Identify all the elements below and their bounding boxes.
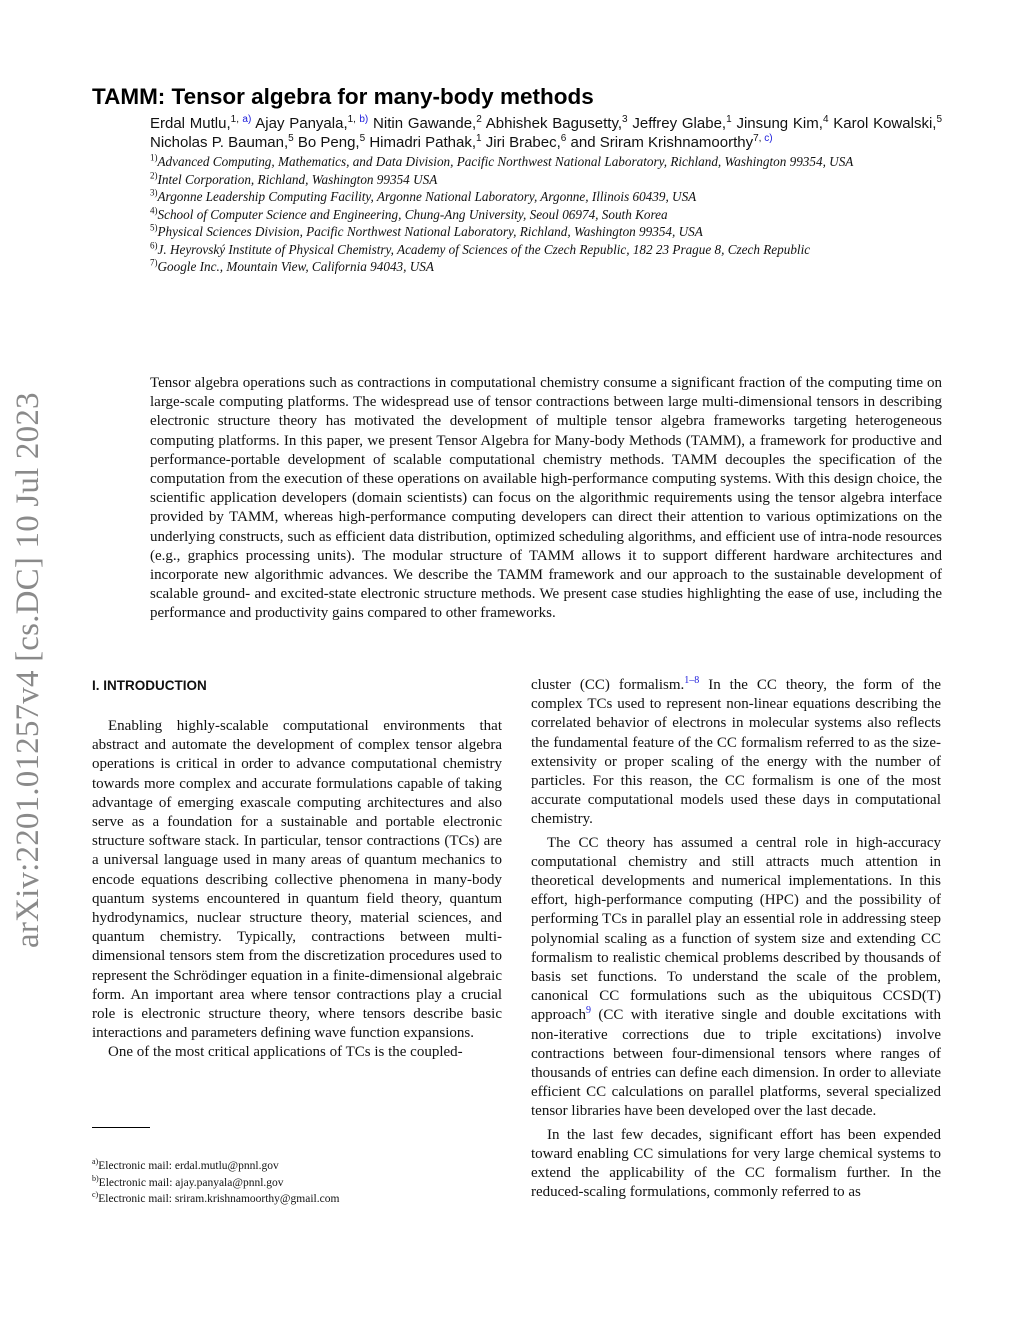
affiliation-superscript: 5 (936, 114, 943, 125)
affiliation-superscript: 4 (822, 114, 829, 125)
body-paragraph: One of the most critical applications of TCs is the coupled- (108, 1044, 463, 1061)
affiliation: $^{5)}$Physical Sciences Division, Pacific Northwest National Laboratory, Richland, Washington 99354, USA (150, 222, 703, 239)
footnote: $^{b)}$Electronic mail: ajay.panyala@pnnl.gov (92, 1173, 284, 1189)
affiliation-superscript: 7, c) (753, 133, 773, 144)
affiliation-superscript: 1 (726, 114, 732, 125)
affiliation-superscript: 5 (359, 133, 366, 144)
affiliation-superscript: 1, a) (230, 114, 252, 125)
arxiv-identifier: arXiv:2201.01257v4 [cs.DC] 10 Jul 2023 (10, 392, 46, 948)
section-heading-introduction: I. INTRODUCTION (92, 678, 207, 693)
author-list: Erdal Mutlu,$^{1, a)}$ Ajay Panyala,$^{1, b)}$ Nitin Gawande,$^2$ Abhishek Bagusetty,$^3$ Jeffrey Glabe,$^1$ Jinsung Kim,$^4$ Karol Kowalski,$^5$ Nicholas P. Bauman,$^5$ Bo Peng,$^5$ Himadri Pathak,$^1$ Jiri Brabec,$^6$ and Sriram Krishnamoorthy$^{7, c)}$ (150, 114, 943, 151)
affiliation: $^{7)}$Google Inc., Mountain View, California 94043, USA (150, 257, 434, 274)
citation-link[interactable]: 1–8 (684, 675, 700, 686)
footnote: $^{a)}$Electronic mail: erdal.mutlu@pnnl.gov (92, 1157, 279, 1172)
affiliation-superscript: 1 (476, 133, 482, 144)
affiliation-superscript: 3 (622, 114, 628, 125)
affiliation: $^{1)}$Advanced Computing, Mathematics, and Data Division, Pacific Northwest National Laboratory, Richland, Washington 99354, USA (150, 152, 854, 169)
affiliation: $^{3)}$Argonne Leadership Computing Facility, Argonne National Laboratory, Argonne, Illinois 60439, USA (150, 187, 697, 204)
footnote-link[interactable]: c) (764, 133, 773, 144)
right-column (531, 676, 941, 1202)
affiliations (150, 153, 942, 276)
footnotes (92, 1158, 512, 1208)
affiliation: $^{2)}$Intel Corporation, Richland, Washington 99354 USA (150, 170, 438, 187)
affiliation-superscript: 6 (560, 133, 567, 144)
body-paragraph: In the last few decades, significant effort has been expended toward enabling CC simulations for very large chemical systems to extend the applicability of the CC formalism further. In the reduced-scaling formulations, commonly referred to as (531, 1126, 941, 1201)
affiliation-superscript: 2 (476, 114, 482, 125)
footnote-link[interactable]: b) (359, 114, 369, 125)
affiliation: $^{6)}$J. Heyrovský Institute of Physical Chemistry, Academy of Sciences of the Czech Republic, 182 23 Prague 8, Czech Republic (150, 240, 811, 257)
footnote: $^{c)}$Electronic mail: sriram.krishnamoorthy@gmail.com (92, 1190, 340, 1205)
left-column (92, 676, 502, 1063)
footnote-divider (92, 1127, 150, 1128)
affiliation-superscript: 1, b) (347, 114, 369, 125)
paper-title: TAMM: Tensor algebra for many-body methods (92, 84, 594, 109)
footnote-link[interactable]: a) (242, 114, 252, 125)
abstract: Tensor algebra operations such as contractions in computational chemistry consume a significant fraction of the computing time on large-scale computing platforms. The widespread use of tensor contractions between large multi-dimensional tensors in describing electronic structure theory has motivated the development of multiple tensor algebra frameworks targeting heterogeneous computing platforms. In this paper, we present Tensor Algebra for Many-body Methods (TAMM), a framework for productive and performance-portable development of scalable computational chemistry methods. TAMM decouples the specification of the computation from the execution of these operations on available high-performance computing systems. With this design choice, the scientific application developers (domain scientists) can focus on the algorithmic requirements using the tensor algebra interface provided by TAMM, whereas high-performance computing developers can direct their attention to various optimizations on the underlying constructs, such as efficient data distribution, optimized scheduling algorithms, and efficient use of intra-node resources (e.g., graphics processing units). The modular structure of TAMM allows it to support different hardware architectures and incorporate new algorithmic advances. We describe the TAMM framework and our approach to the sustainable development of scalable ground- and excited-state electronic structure methods. We present case studies highlighting the ease of use, including the performance and productivity gains compared to other frameworks. (150, 375, 942, 622)
body-paragraph: Enabling highly-scalable computational environments that abstract and automate the development of complex tensor algebra operations is critical in order to advance computational chemistry towards more complex and accurate formulations capable of taking advantage of emerging exascale computing architectures and also serve as a foundation for a sustainable and portable electronic structure software stack. In particular, tensor contractions (TCs) are a universal language used in many areas of quantum mechanics to encode equations describing collective phenomena in many-body quantum systems encountered in quantum field theory, quantum hydrodynamics, nuclear structure theory, material sciences, and quantum chemistry. Typically, contractions between multi-dimensional tensors stem from the discretization procedures used to represent the Schrödinger equation in a finite-dimensional algebraic form. An important area where tensor contractions play a crucial role is electronic structure theory, where tensors describe basic interactions and parameters defining wave function expansions. (92, 718, 502, 1042)
body-paragraph: The CC theory has assumed a central role in high-accuracy computational chemistry and still attracts much attention in theoretical developments and numerical implementations. In this effort, high-performance computing (HPC) and the possibility of performing TCs in parallel play an essential role in addressing steep polynomial scaling as a function of system size and extending CC formalism to realistic chemical problems described by thousands of basis set functions. To understand the scale of the problem, canonical CC formulations such as the ubiquitous CCSD(T) approach$^9$ (CC with iterative single and double excitations with non-iterative corrections due to triple excitations) involve contractions between four-dimensional tensors where ranges of thousands of entries can define each dimension. In order to alleviate efficient CC calculations on parallel platforms, several specialized tensor libraries have been developed over the last decade. (531, 834, 941, 1120)
affiliation-superscript: 5 (288, 133, 294, 144)
body-paragraph: cluster (CC) formalism.$^{1-8}$ In the CC theory, the form of the complex TCs used to represent non-linear equations describing the correlated behavior of electrons in molecular systems also reflects the fundamental feature of the CC formalism referred to as the size-extensivity or proper scaling of the energy with the number of particles. For this reason, the CC formalism is one of the most accurate computational models used these days in computational chemistry. (531, 675, 941, 828)
affiliation: $^{4)}$School of Computer Science and Engineering, Chung-Ang University, Seoul 06974, South Korea (150, 205, 668, 222)
citation-link[interactable]: 9 (585, 1005, 591, 1017)
